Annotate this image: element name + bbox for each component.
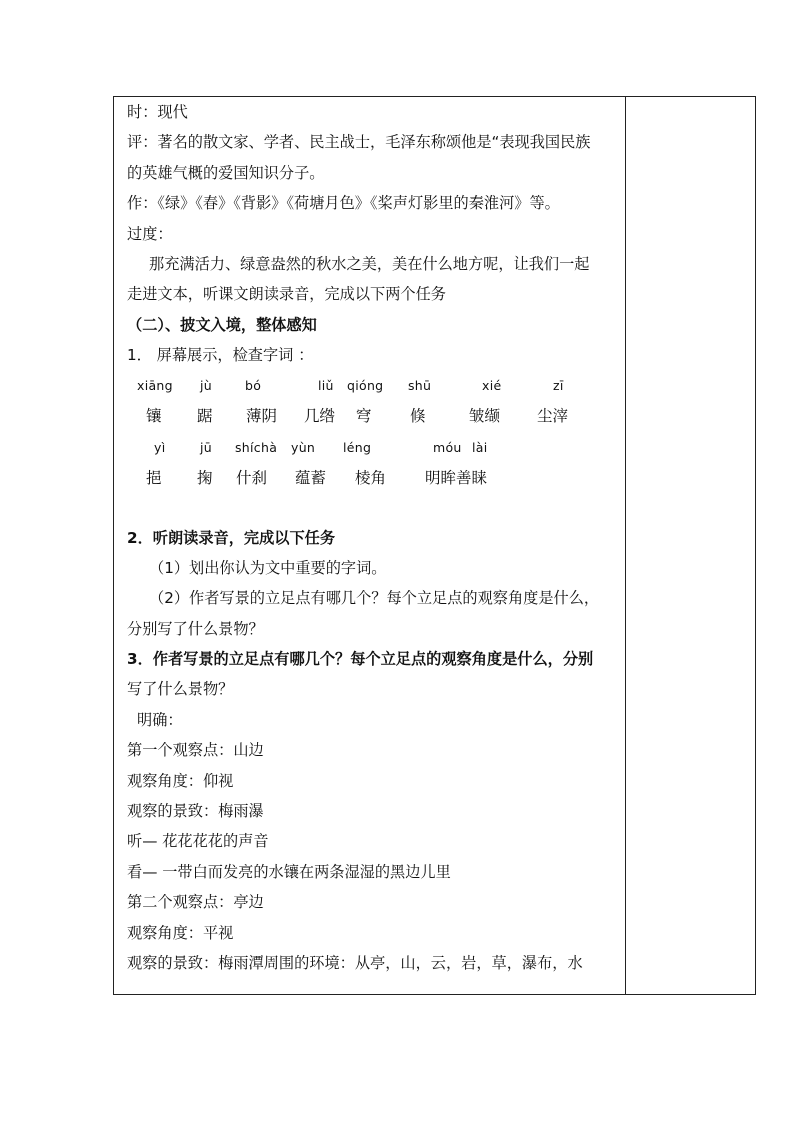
text-line: 过度： [127, 224, 173, 243]
word: 蕴蓄 [295, 468, 327, 487]
text-line: 第二个观察点：亭边 [127, 893, 264, 912]
pinyin: jū [200, 439, 212, 455]
pinyin: yùn [291, 439, 316, 455]
text-line: （2）作者写景的立足点有哪几个？每个立足点的观察角度是什么， [149, 589, 600, 608]
pinyin: yì [154, 439, 166, 455]
text-line: 第一个观察点：山边 [127, 741, 264, 760]
word: 几绺 [304, 406, 336, 425]
word: 掬 [197, 468, 213, 487]
text-line: 观察的景致：梅雨瀑 [127, 802, 264, 821]
text-line: 看— 一带白而发亮的水镶在两条湿湿的黑边儿里 [127, 862, 451, 881]
text-line: 评：著名的散文家、学者、民主战士，毛泽东称颂他是“表现我国民族 [127, 133, 591, 152]
text-line: 观察角度：平视 [127, 923, 234, 942]
text-line: 作：《绿》《春》《背影》《荷塘月色》《桨声灯影里的秦淮河》等。 [127, 194, 560, 213]
text-line: 观察的景致：梅雨潭周围的环境：从亭，山，云，岩，草，瀑布，水 [127, 953, 583, 972]
pinyin: lài [472, 439, 488, 455]
text-line: 写了什么景物？ [127, 680, 234, 699]
pinyin-row-2 [127, 433, 619, 463]
word: 薄阴 [246, 406, 278, 425]
word: 棱角 [355, 468, 387, 487]
text-line: 听— 花花花花的声音 [127, 832, 269, 851]
word: 挹 [146, 468, 162, 487]
pinyin: léng [343, 439, 372, 455]
pinyin: xiāng [137, 377, 173, 393]
word: 明眸善睐 [425, 468, 488, 487]
pinyin: zī [553, 377, 564, 393]
lesson-table [113, 96, 756, 995]
word: 皱缬 [469, 406, 501, 425]
text-line: 观察角度：仰视 [127, 771, 234, 790]
text-line: （1）划出你认为文中重要的字词。 [149, 558, 387, 577]
pinyin: shū [408, 377, 432, 393]
word: 踞 [197, 406, 213, 425]
text-line: 走进文本，听课文朗读录音，完成以下两个任务 [127, 285, 446, 304]
text-line: 分别写了什么景物？ [127, 619, 264, 638]
pinyin: shíchà [235, 439, 278, 455]
text-line: 3．作者写景的立足点有哪几个？每个立足点的观察角度是什么，分别 [127, 650, 594, 669]
pinyin: jù [200, 377, 212, 393]
word-row-2 [127, 463, 619, 495]
pinyin: móu [433, 439, 462, 455]
pinyin: bó [245, 377, 262, 393]
text-line: 那充满活力、绿意盎然的秋水之美，美在什么地方呢，让我们一起 [149, 254, 590, 273]
pinyin: liǔ [318, 377, 334, 393]
text-line: 时：现代 [127, 103, 188, 121]
pinyin: qióng [347, 377, 384, 393]
text-line: 2．听朗读录音，完成以下任务 [127, 528, 336, 547]
spacer [127, 495, 619, 523]
column-divider [625, 97, 626, 994]
text-line: 1． 屏幕展示，检查字词 ： [127, 346, 314, 365]
word: 穹 [356, 406, 372, 425]
word: 什刹 [236, 468, 268, 487]
word: 尘滓 [537, 406, 569, 425]
text-line: 的英雄气概的爱国知识分子。 [127, 163, 325, 182]
pinyin: xié [482, 377, 502, 393]
pinyin-row-1 [127, 371, 619, 401]
word: 镶 [146, 406, 162, 425]
word-row-1 [127, 401, 619, 433]
text-line: 明确： [137, 710, 183, 729]
section-heading: （二）、披文入境，整体感知 [127, 315, 317, 334]
word: 倏 [410, 406, 426, 425]
content-cell [127, 97, 619, 994]
